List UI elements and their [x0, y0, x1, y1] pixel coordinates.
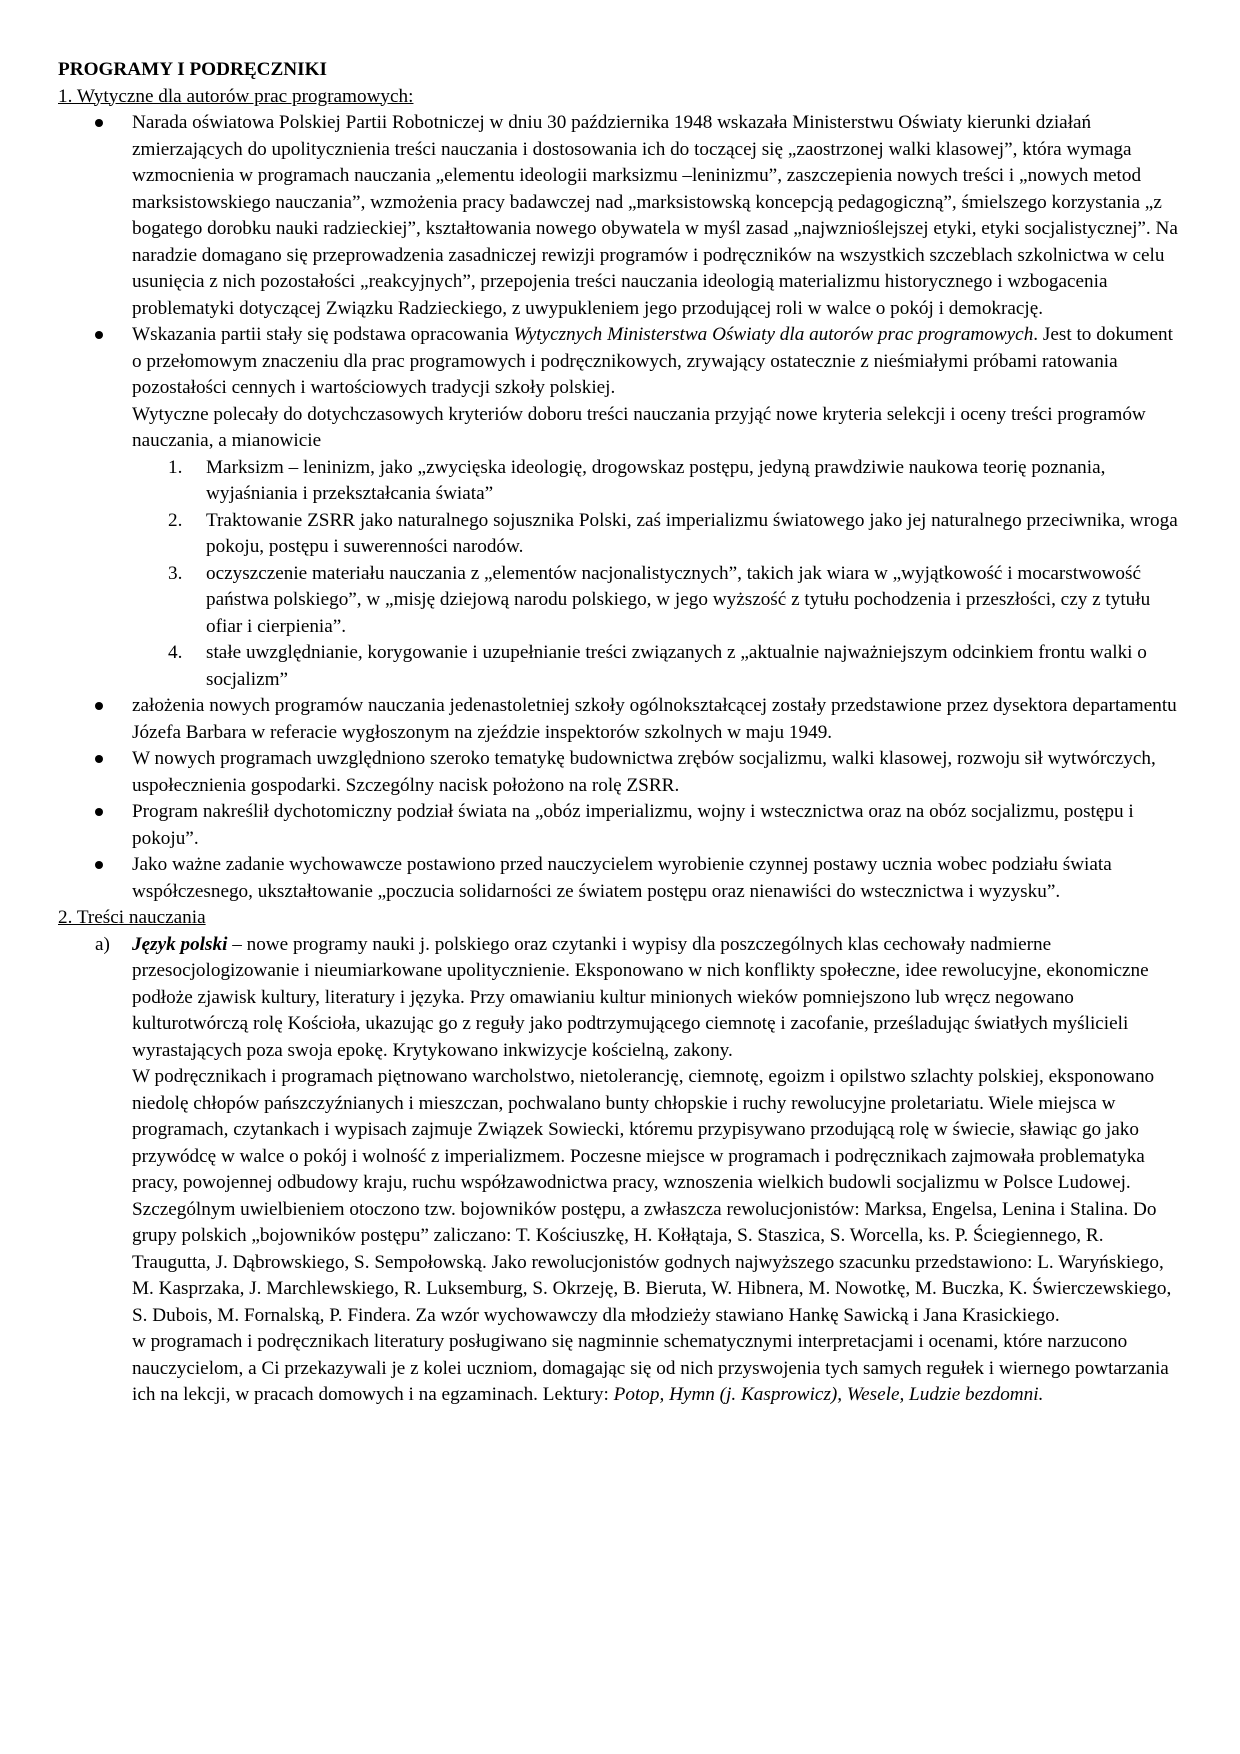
criteria-text: oczyszczenie materiału nauczania z „elementów nacjonalistycznych”, takich jak wiara w „wyjątkowość i mocarstwowość państwa polskiego”, w „misję dziejową narodu polskiego, w jego wyższość z tytułu pochodzenia i przeszłości, czy z tytułu ofiar i cierpienia”. [206, 562, 1151, 637]
bullet-text: . Jest to dokument o przełomowym znaczeniu dla prac programowych i podręcznikowych, zrywający ostatecznie z nieśmiałymi próbami ratowania pozostałości cennych i wartościowych tradycji szkoły polskiej. [132, 324, 1173, 398]
item-letter: a) [95, 933, 110, 955]
bullet-paragraph: Wytyczne polecały do dotychczasowych kryteriów doboru treści nauczania przyjąć nowe kryteria selekcji i oceny treści programów nauczania, a mianowicie [132, 403, 1146, 451]
criteria-text: stałe uwzględnianie, korygowanie i uzupełnianie treści związanych z „aktualnie najważniejszym odcinkiem frontu walki o socjalizm” [206, 642, 1147, 690]
criteria-item [168, 640, 1180, 693]
item-paragraph [132, 932, 1180, 1065]
item-term: Język polski [132, 933, 228, 955]
document-title: PROGRAMY I PODRĘCZNIKI [58, 59, 327, 80]
item-text: w programach i podręcznikach literatury posługiwano się nagminnie schematycznymi interpretacjami i ocenami, które narzucono nauczycielom, a Ci przekazywali je z kolei uczniom, domagając się od nich przyswojenia tych samych regułek i wiernego powtarzania ich na lekcji, w pracach domowych i na egzaminach. Lektury: [132, 1331, 1169, 1405]
item-paragraph [132, 1329, 1180, 1409]
bullet-paragraph [132, 322, 1180, 402]
bullet-item [132, 852, 1180, 905]
bullet-item [132, 110, 1180, 322]
bullet-item [132, 322, 1180, 693]
section-2-heading: 2. Treści nauczania [58, 907, 206, 928]
bullet-text: Jako ważne zadanie wychowawcze postawiono przed nauczycielem wyrobienie czynnej postawy ucznia wobec podziału świata współczesnego, ukształtowanie „poczucia solidarności ze światem postępu oraz nienawiści do wstecznictwa i wyzysku”. [132, 854, 1112, 902]
criteria-number: 2. [168, 509, 183, 531]
bullet-item [132, 746, 1180, 799]
criteria-item [168, 455, 1180, 508]
criteria-number: 3. [168, 562, 183, 584]
section-1-bullet-list [58, 110, 1180, 905]
bullet-text: Narada oświatowa Polskiej Partii Robotniczej w dniu 30 października 1948 wskazała Ministerstwu Oświaty kierunki działań zmierzających do upolitycznienia treści nauczania i dostosowania ich do toczącej się „zaostrzonej walki klasowej”, która wymaga wzmocnienia w programach nauczania „elementu ideologii marksizmu –leninizmu”, zaszczepienia nowych treści i „nowych metod marksistowskiego nauczania”, wzmożenia pracy badawczej nad „marksistowską koncepcją pedagogiczną”, śmielszego korzystania „z bogatego dorobku nauki radzieckiej”, kształtowania nowego obywatela w myśl zasad „najwznioślejszej etyki, etyki socjalistycznej”. Na naradzie domagano się przeprowadzenia zasadniczej rewizji programów i podręczników na wszystkich szczeblach szkolnictwa w celu usunięcia z nich pozostałości „reakcyjnych”, przepojenia treści nauczania ideologią materializmu historycznego i wzbogacenia problematyki dotyczącej Związku Radzieckiego, z uwypukleniem jego przodującej roli w walce o pokój i demokrację. [132, 112, 1178, 319]
reading-list: Potop, Hymn (j. Kasprowicz), Wesele, Ludzie bezdomni. [613, 1384, 1044, 1405]
bullet-text: Program nakreślił dychotomiczny podział świata na „obóz imperializmu, wojny i wstecznictwa oraz na obóz socjalizmu, postępu i pokoju”. [132, 801, 1134, 849]
bullet-item [132, 799, 1180, 852]
criteria-text: Traktowanie ZSRR jako naturalnego sojusznika Polski, zaś imperializmu światowego jako jej naturalnego przeciwnika, wroga pokoju, postępu i suwerenności narodów. [206, 509, 1178, 557]
criteria-number: 1. [168, 456, 183, 478]
criteria-item [168, 508, 1180, 561]
item-paragraph: W podręcznikach i programach piętnowano warcholstwo, nietolerancję, ciemnotę, egoizm i opilstwo szlachty polskiej, eksponowano niedolę chłopów pańszczyźnianych i mieszczan, pochwalano bunty chłopskie i ruchy rewolucyjne proletariatu. Wiele miejsca w programach, czytankach i wypisach zajmuje Związek Sowiecki, któremu przypisywano przodującą rolę w świecie, sławiąc go jako przywódcę w walce o pokój i wolność z imperializmem. Poczesne miejsce w programach i podręcznikach zajmowała problematyka pracy, powojennej odbudowy kraju, ruchu współzawodnictwa pracy, wznoszenia wielkich budowli socjalizmu w Polsce Ludowej. Szczególnym uwielbieniem otoczono tzw. bojowników postępu, a zwłaszcza rewolucjonistów: Marksa, Engelsa, Lenina i Stalina. Do grupy polskich „bojowników postępu” zaliczano: T. Kościuszkę, H. Kołłątaja, S. Staszica, S. Worcella, ks. P. Ściegiennego, R. Traugutta, J. Dąbrowskiego, S. Sempołowską. Jako rewolucjonistów godnych najwyższego szacunku przedstawiono: L. Waryńskiego, M. Kasprzaka, J. Marchlewskiego, R. Luksemburg, S. Okrzeję, B. Bieruta, W. Hibnera, M. Nowotkę, M. Buczka, K. Świerczewskiego, S. Dubois, M. Fornalską, P. Findera. Za wzór wychowawczy dla młodzieży stawiano Hankę Sawicką i Jana Krasickiego. [132, 1066, 1172, 1326]
section-1-heading: 1. Wytyczne dla autorów prac programowych: [58, 85, 414, 107]
bullet-text: W nowych programach uwzględniono szeroko tematykę budownictwa zrębów socjalizmu, walki klasowej, rozwoju sił wytwórczych, uspołecznienia gospodarki. Szczególny nacisk położono na rolę ZSRR. [132, 748, 1156, 796]
criteria-item [168, 561, 1180, 641]
criteria-list [132, 455, 1180, 694]
criteria-number: 4. [168, 642, 183, 663]
section-2-lettered-list [58, 932, 1180, 1409]
bullet-text: Wskazania partii stały się podstawa opracowania [132, 324, 514, 345]
bullet-text: założenia nowych programów nauczania jedenastoletniej szkoły ogólnokształcącej zostały przedstawione przez dysektora departamentu Józefa Barbara w referacie wygłoszonym na zjeździe inspektorów szkolnych w maju 1949. [132, 695, 1177, 743]
bullet-item [132, 693, 1180, 746]
criteria-text: Marksizm – leninizm, jako „zwycięska ideologię, drogowskaz postępu, jedyną prawdziwie naukowa teorię poznania, wyjaśniania i przekształcania świata” [206, 456, 1106, 504]
document-title-reference: Wytycznych Ministerstwa Oświaty dla autorów prac programowych [513, 324, 1034, 345]
item-text: – nowe programy nauki j. polskiego oraz czytanki i wypisy dla poszczególnych klas cechowały nadmierne przesocjologizowanie i nieumiarkowane upolitycznienie. Eksponowano w nich konflikty społeczne, idee rewolucyjne, ekonomiczne podłoże zjawisk kultury, literatury i języka. Przy omawianiu kultur minionych wieków pomniejszono lub wręcz negowano kulturotwórczą rolę Kościoła, ukazując go z reguły jako podtrzymującego ciemnotę i zacofanie, prześladując światłych myślicieli wyrastających poza swoja epokę. Krytykowano inkwizycje kościelną, zakony. [132, 933, 1149, 1061]
lettered-item [95, 932, 1180, 1409]
